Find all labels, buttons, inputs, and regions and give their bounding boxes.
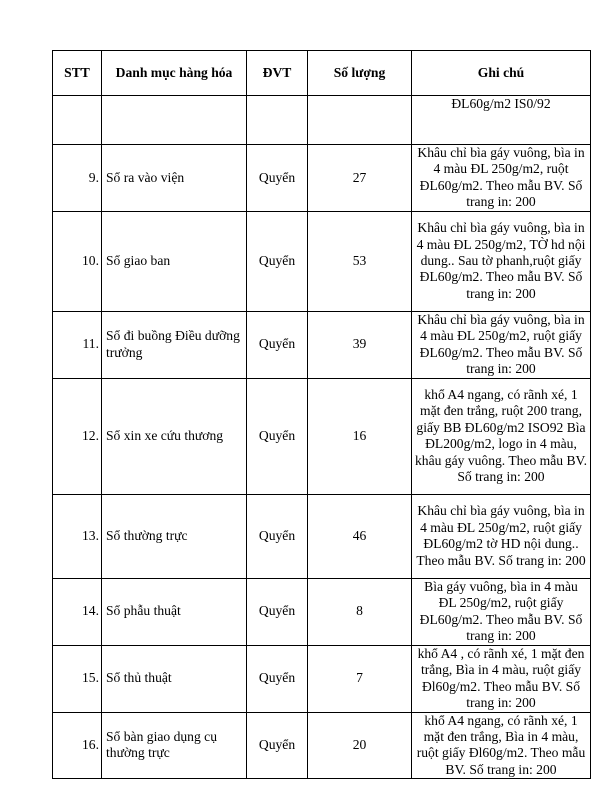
cell-name: Sổ đi buồng Điều dưỡng trưởng: [102, 311, 247, 378]
cell-quantity: 46: [308, 494, 412, 578]
cell-name: Sổ giao ban: [102, 211, 247, 311]
cell-unit: Quyển: [247, 145, 308, 212]
cell-quantity: 53: [308, 211, 412, 311]
cell-stt: 13.: [53, 494, 102, 578]
table-row: [53, 494, 591, 578]
table-row: [53, 578, 591, 645]
cell-unit: [247, 96, 308, 145]
table-row: [53, 145, 591, 212]
cell-name: Sổ ra vào viện: [102, 145, 247, 212]
cell-unit: Quyển: [247, 211, 308, 311]
cell-stt: 16.: [53, 712, 102, 779]
header-quantity: Số lượng: [308, 51, 412, 96]
table-row: [53, 211, 591, 311]
cell-quantity: 27: [308, 145, 412, 212]
cell-name: Sổ thường trực: [102, 494, 247, 578]
cell-note: Khâu chỉ bìa gáy vuông, bìa in 4 màu ĐL 250g/m2, ruột giấy ĐL60g/m2 tờ HD nội dung.. Theo mẫu BV. Số trang in: 200: [412, 494, 591, 578]
cell-stt: 12.: [53, 378, 102, 494]
cell-unit: Quyển: [247, 311, 308, 378]
cell-note: ĐL60g/m2 IS0/92: [412, 96, 591, 145]
cell-note: khổ A4 ngang, có rãnh xé, 1 mặt đen trắng, Bìa in 4 màu, ruột giấy Đl60g/m2. Theo mẫu BV. Số trang in: 200: [412, 712, 591, 779]
cell-note: Khâu chỉ bìa gáy vuông, bìa in 4 màu ĐL 250g/m2, ruột giấy ĐL60g/m2. Theo mẫu BV. Số trang in: 200: [412, 311, 591, 378]
table-row: [53, 645, 591, 712]
cell-note: khổ A4 ngang, có rãnh xé, 1 mặt đen trắng, ruột 200 trang, giấy BB ĐL60g/m2 ISO92 Bìa ĐL200g/m2, logo in 4 màu, khâu gáy vuông. Theo mẫu BV. Số trang in: 200: [412, 378, 591, 494]
cell-stt: 9.: [53, 145, 102, 212]
cell-stt: [53, 96, 102, 145]
cell-unit: Quyển: [247, 712, 308, 779]
cell-quantity: 7: [308, 645, 412, 712]
cell-stt: 10.: [53, 211, 102, 311]
header-unit: ĐVT: [247, 51, 308, 96]
header-item: Danh mục hàng hóa: [102, 51, 247, 96]
cell-quantity: 8: [308, 578, 412, 645]
cell-note: Khâu chỉ bìa gáy vuông, bìa in 4 màu ĐL 250g/m2, TỜ hd nội dung.. Sau tờ phanh,ruột giấy ĐL60g/m2. Theo mẫu BV. Số trang in: 200: [412, 211, 591, 311]
table-row: [53, 378, 591, 494]
cell-name: Sổ phẫu thuật: [102, 578, 247, 645]
cell-unit: Quyển: [247, 578, 308, 645]
cell-quantity: 39: [308, 311, 412, 378]
cell-unit: Quyển: [247, 645, 308, 712]
header-row: [53, 51, 591, 96]
table-row: [53, 712, 591, 779]
cell-unit: Quyển: [247, 494, 308, 578]
cell-name: Sổ thủ thuật: [102, 645, 247, 712]
cell-note: Khâu chỉ bìa gáy vuông, bìa in 4 màu ĐL 250g/m2, ruột ĐL60g/m2. Theo mẫu BV. Số trang in: 200: [412, 145, 591, 212]
header-stt: STT: [53, 51, 102, 96]
cell-stt: 15.: [53, 645, 102, 712]
cell-quantity: 20: [308, 712, 412, 779]
cell-stt: 14.: [53, 578, 102, 645]
cell-name: [102, 96, 247, 145]
goods-table: [52, 50, 591, 779]
cell-quantity: 16: [308, 378, 412, 494]
cell-name: Sổ xin xe cứu thương: [102, 378, 247, 494]
header-note: Ghi chú: [412, 51, 591, 96]
cell-name: Sổ bàn giao dụng cụ thường trực: [102, 712, 247, 779]
continuation-row: [53, 96, 591, 145]
cell-stt: 11.: [53, 311, 102, 378]
cell-note: khổ A4 , có rãnh xé, 1 mặt đen trắng, Bìa in 4 màu, ruột giấy Đl60g/m2. Theo mẫu BV. Số trang in: 200: [412, 645, 591, 712]
table-row: [53, 311, 591, 378]
cell-note: Bìa gáy vuông, bìa in 4 màu ĐL 250g/m2, ruột giấy ĐL60g/m2. Theo mẫu BV. Số trang in: 200: [412, 578, 591, 645]
cell-quantity: [308, 96, 412, 145]
cell-unit: Quyển: [247, 378, 308, 494]
